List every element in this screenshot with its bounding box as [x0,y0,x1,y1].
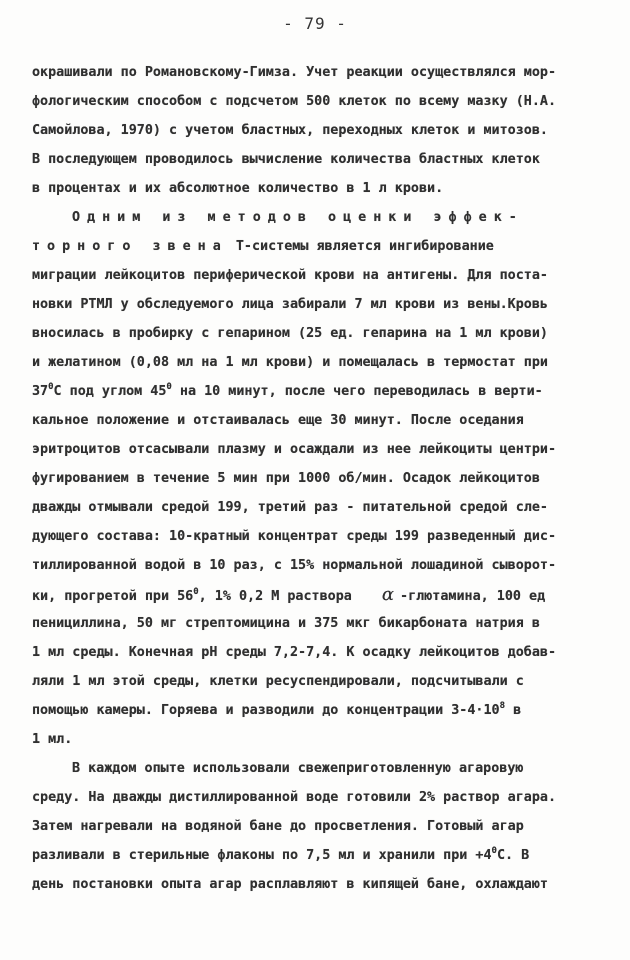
superscript: 0 [491,846,497,856]
text-line: и желатином (0,08 мл на 1 мл крови) и помещалась в термостат при [32,355,548,370]
text-line [32,696,607,725]
text-line [32,841,607,870]
body-text [32,58,607,899]
text-line: дующего состава: 10-кратный концентрат среды 199 разведенный дис- [32,529,557,544]
text-line: вносилась в пробирку с гепарином (25 ед. гепарина на 1 мл крови) [32,326,548,341]
line-part: 37 [32,384,49,399]
text-line: В последующем проводилось вычисление количества бластных клеток [32,152,540,167]
text-line: кальное положение и отстаивалась еще 30 минут. После оседания [32,413,524,428]
line-part: С под углом 45 [53,384,167,399]
line-part: ки, прогретой при 56 [32,589,194,604]
text-line: день постановки опыта агар расплавляют в кипящей бане, охлаждают [32,877,548,892]
text-line: ляли 1 мл этой среды, клетки ресуспендировали, подсчитывали с [32,674,524,689]
text-line [32,377,607,406]
text-line: новки РТМЛ у обследуемого лица забирали 7 мл крови из вены.Кровь [32,297,548,312]
line-part: в [505,703,522,718]
text-line: пенициллина, 50 мг стрептомицина и 375 мкг бикарбоната натрия в [32,616,540,631]
handwritten-alpha-symbol: α [381,584,395,605]
line-rest: Т-системы является ингибирование [227,239,494,254]
line-part: , 1% 0,2 М раствора [198,589,352,604]
text-line: фугированием в течение 5 мин при 1000 об/мин. Осадок лейкоцитов [32,471,540,486]
text-line: среду. На дважды дистиллированной воде готовили 2% раствор агара. [32,790,557,805]
text-line: окрашивали по Романовскому-Гимза. Учет реакции осуществлялся мор- [32,65,557,80]
text-line-indented: В каждом опыте использовали свежеприготовленную агаровую [72,761,524,776]
text-line: тиллированной водой в 10 раз, с 15% нормальной лошадиной сыворот- [32,558,557,573]
page-number: - 79 - [283,14,347,33]
text-line: 1 мл. [32,732,73,747]
text-line: Самойлова, 1970) с учетом бластных, переходных клеток и митозов. [32,123,548,138]
line-part: на 10 минут, после чего переводилась в верти- [171,384,543,399]
line-part: С. В [496,848,530,863]
line-part: помощью камеры. Горяева и разводили до концентрации 3-4·10 [32,703,500,718]
superscript: 8 [499,701,506,711]
text-line: Затем нагревали на водяной бане до просветления. Готовый агар [32,819,524,834]
text-line [32,580,607,609]
text-line: 1 мл среды. Конечная рН среды 7,2-7,4. К осадку лейкоцитов добав- [32,645,557,660]
superscript: 0 [166,382,172,392]
text-line: в процентах и их абсолютное количество в 1 л крови. [32,181,444,196]
superscript: 0 [48,382,54,392]
text-line: миграции лейкоцитов периферической крови на антигены. Для поста- [32,268,548,283]
text-line: дважды отмывали средой 199, третий раз - питательной средой сле- [32,500,548,515]
line-part: разливали в стерильные флаконы по 7,5 мл и хранили при +4 [32,848,492,863]
text-line: эритроцитов отсасывали плазму и осаждали из нее лейкоциты центри- [32,442,557,457]
spaced-words: торного звена [32,239,228,254]
line-part: -глютамина, 100 ед [400,589,546,604]
text-line [32,232,607,261]
text-line: фологическим способом с подсчетом 500 клеток по всему мазку (Н.А. [32,94,557,109]
text-line-spaced: Одним из методов оценки эффек- [72,210,524,225]
superscript: 0 [193,587,199,597]
